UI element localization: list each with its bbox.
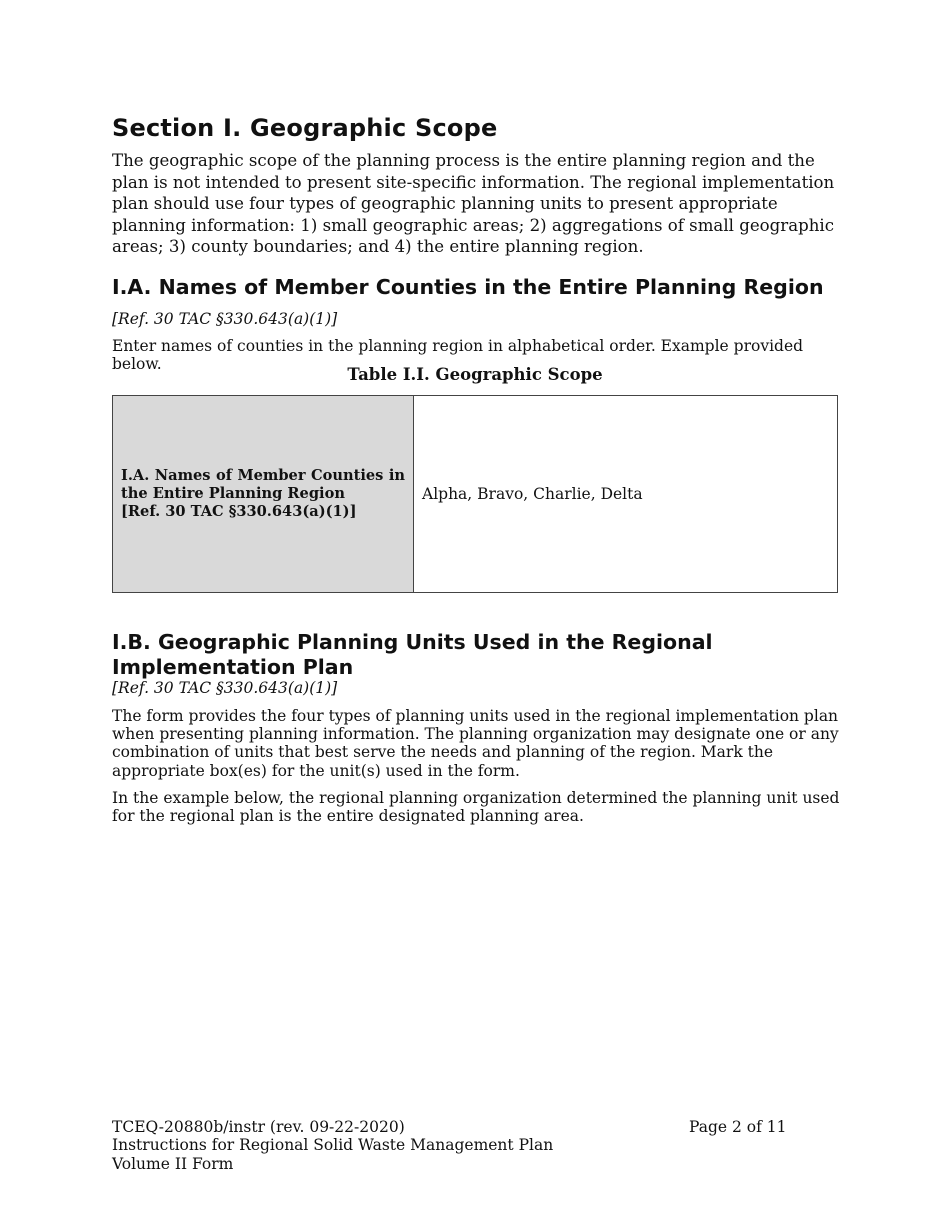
table-label-cell bbox=[113, 396, 414, 593]
footer-document-info bbox=[112, 1118, 553, 1173]
footer-title-line-1: Instructions for Regional Solid Waste Management Plan bbox=[112, 1136, 554, 1155]
table-row bbox=[113, 396, 838, 593]
county-names-field[interactable]: Alpha, Bravo, Charlie, Delta bbox=[414, 396, 838, 593]
table-caption: Table I.I. Geographic Scope bbox=[347, 365, 603, 384]
section-intro: The geographic scope of the planning process is the entire planning region and the plan is not intended to present site-specific information. The regional implementation plan should use four types of geographic planning units to present appropriate planning information: 1) small geographic areas; 2) aggregations of small geographic areas; 3) county boundaries; and 4) the entire planning region. bbox=[112, 151, 835, 257]
geographic-scope-table bbox=[112, 395, 838, 593]
footer-page-number: Page 2 of 11 bbox=[689, 1118, 787, 1136]
subsection-b-paragraph-1: The form provides the four types of planning units used in the regional implementation plan when presenting planning information. The planning organization may designate one or any combination of units that best serve the needs and planning of the region. Mark the appropriate box(es) for the unit(s) used in the form. bbox=[112, 707, 839, 780]
subsection-a-instruction: Enter names of counties in the planning region in alphabetical order. Example provided below. bbox=[112, 337, 804, 374]
subsection-b-heading: I.B. Geographic Planning Units Used in the Regional Implementation Plan bbox=[112, 630, 713, 679]
footer-form-id: TCEQ-20880b/instr (rev. 09-22-2020) bbox=[112, 1118, 405, 1136]
footer-title-line-2: Volume II Form bbox=[112, 1154, 234, 1173]
subsection-b-paragraph-2: In the example below, the regional planning organization determined the planning unit used for the regional plan is the entire designated planning area. bbox=[112, 789, 840, 826]
subsection-a-ref: [Ref. 30 TAC §330.643(a)(1)] bbox=[112, 310, 338, 328]
table-label-ref: [Ref. 30 TAC §330.643(a)(1)] bbox=[121, 503, 357, 521]
section-title: Section I. Geographic Scope bbox=[112, 114, 498, 142]
subsection-a-heading: I.A. Names of Member Counties in the Entire Planning Region bbox=[112, 275, 824, 299]
subsection-b-ref: [Ref. 30 TAC §330.643(a)(1)] bbox=[112, 679, 338, 697]
table-label-text: I.A. Names of Member Counties in the Entire Planning Region bbox=[121, 466, 405, 502]
